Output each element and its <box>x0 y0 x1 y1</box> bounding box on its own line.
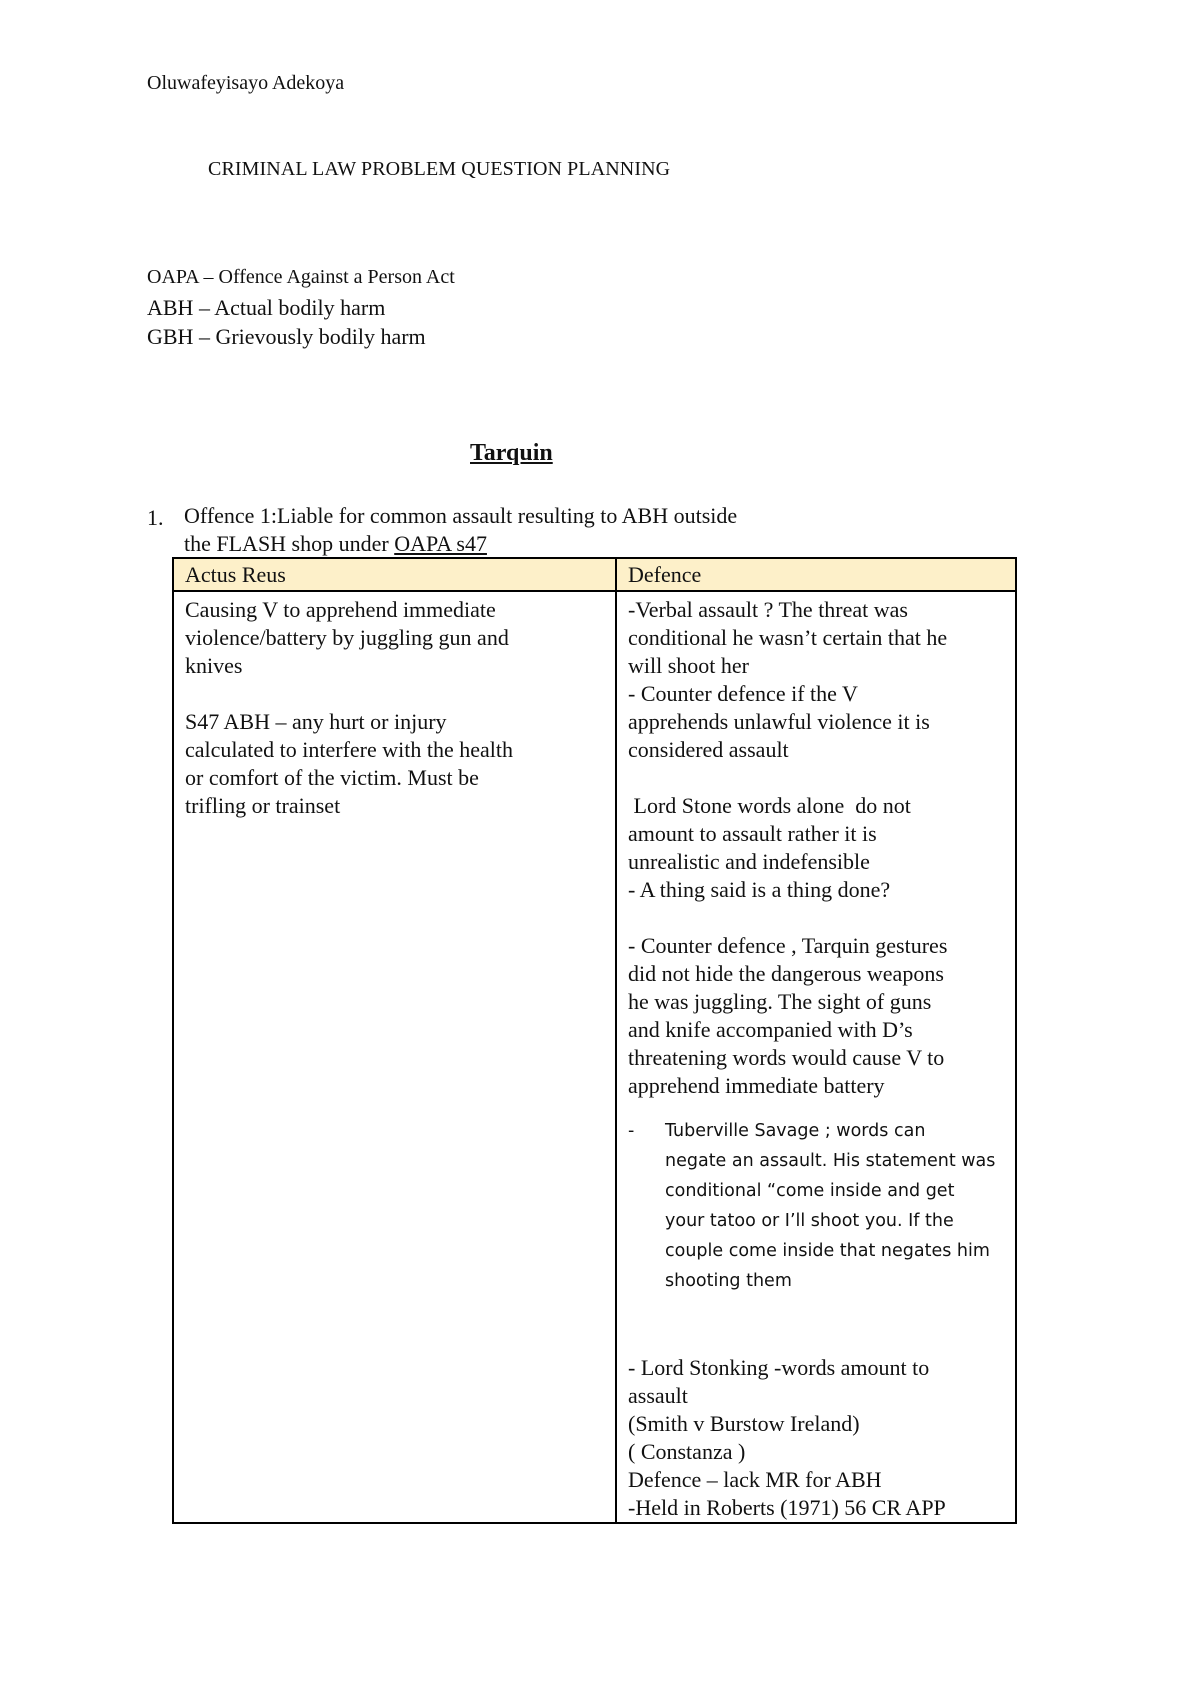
list-item-text: Offence 1:Liable for common assault resulting to ABH outside <box>184 503 738 528</box>
bullet-dash: - <box>628 1121 635 1141</box>
text-line: apprehend immediate battery <box>628 1073 885 1098</box>
text-line: -Held in Roberts (1971) 56 CR APP <box>628 1495 946 1520</box>
text-line: (Smith v Burstow Ireland) <box>628 1411 860 1436</box>
text-line: - Counter defence , Tarquin gestures <box>628 933 948 958</box>
statute-reference: OAPA s47 <box>394 531 487 556</box>
author-name: Oluwafeyisayo Adekoya <box>147 72 345 94</box>
list-item-text-continued <box>184 531 487 557</box>
text-line: your tatoo or I’ll shoot you. If the <box>665 1211 954 1231</box>
text-line: S47 ABH – any hurt or injury <box>185 709 447 734</box>
text-line: Tuberville Savage ; words can <box>665 1121 926 1141</box>
defence-cell <box>616 591 1016 1523</box>
text-line: - Lord Stonking -words amount to <box>628 1355 930 1380</box>
text-line: he was juggling. The sight of guns <box>628 989 932 1014</box>
text-line: apprehends unlawful violence it is <box>628 709 930 734</box>
list-item-number: 1. <box>147 505 164 530</box>
text-line: threatening words would cause V to <box>628 1045 945 1070</box>
offence-table <box>172 557 1017 1524</box>
text-line: ( Constanza ) <box>628 1439 746 1464</box>
table-row <box>173 591 1016 1523</box>
text-line: Causing V to apprehend immediate <box>185 597 496 622</box>
actus-reus-cell <box>173 591 616 1523</box>
text-line: knives <box>185 653 243 678</box>
text-line: - A thing said is a thing done? <box>628 877 891 902</box>
text-line: calculated to interfere with the health <box>185 737 514 762</box>
text-line: violence/battery by juggling gun and <box>185 625 509 650</box>
text-line: unrealistic and indefensible <box>628 849 870 874</box>
text-line: and knife accompanied with D’s <box>628 1017 913 1042</box>
document-title: CRIMINAL LAW PROBLEM QUESTION PLANNING <box>208 158 671 180</box>
text-line: couple come inside that negates him <box>665 1241 990 1261</box>
text-line: conditional “come inside and get <box>665 1181 955 1201</box>
text-line: - Counter defence if the V <box>628 681 858 706</box>
text-line: -Verbal assault ? The threat was <box>628 597 908 622</box>
bulleted-note <box>628 1116 1005 1296</box>
column-header-defence: Defence <box>616 558 1016 591</box>
abbreviation-abh: ABH – Actual bodily harm <box>147 295 386 320</box>
text-line: trifling or trainset <box>185 793 341 818</box>
text-line: amount to assault rather it is <box>628 821 877 846</box>
text-line: Defence – lack MR for ABH <box>628 1467 882 1492</box>
text-line: did not hide the dangerous weapons <box>628 961 944 986</box>
abbreviation-gbh: GBH – Grievously bodily harm <box>147 324 426 349</box>
column-header-actus-reus: Actus Reus <box>173 558 616 591</box>
text-line: will shoot her <box>628 653 749 678</box>
abbreviation-oapa: OAPA – Offence Against a Person Act <box>147 266 455 288</box>
text-line: or comfort of the victim. Must be <box>185 765 479 790</box>
list-item-prefix: the FLASH shop under <box>184 531 395 556</box>
section-heading: Tarquin <box>470 440 553 466</box>
table-header-row <box>173 558 1016 591</box>
text-line: conditional he wasn’t certain that he <box>628 625 948 650</box>
text-line: Lord Stone words alone do not <box>628 793 911 818</box>
text-line: assault <box>628 1383 688 1408</box>
text-line: negate an assault. His statement was <box>665 1151 996 1171</box>
text-line: shooting them <box>665 1271 792 1291</box>
text-line: considered assault <box>628 737 789 762</box>
